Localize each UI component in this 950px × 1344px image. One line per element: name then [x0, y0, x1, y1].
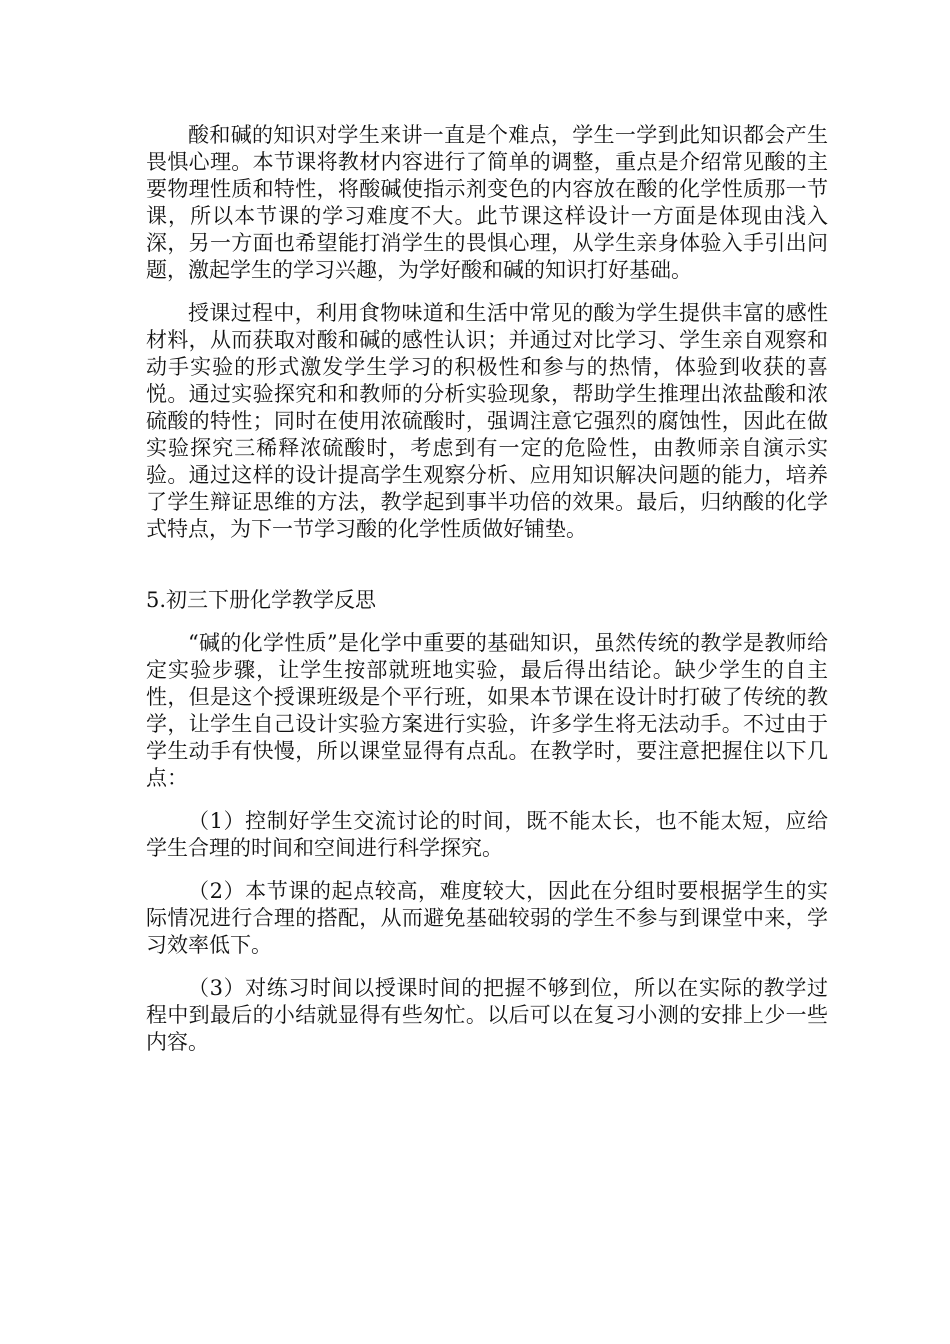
paragraph-teaching-process: 授课过程中，利用食物味道和生活中常见的酸为学生提供丰富的感性材料，从而获取对酸和碱的感性认识；并通过对比学习、学生亲自观察和动手实验的形式激发学生学习的积极性和参与的热情，体验到收获的喜悦。通过实验探究和和教师的分析实验现象，帮助学生推理出浓盐酸和浓硫酸的特性；同时在使用浓硫酸时，强调注意它强烈的腐蚀性，因此在做实验探究三稀释浓硫酸时，考虑到有一定的危险性，由教师亲自演示实验。通过这样的设计提高学生观察分析、应用知识解决问题的能力，培养了学生辩证思维的方法，教学起到事半功倍的效果。最后，归纳酸的化学式特点，为下一节学习酸的化学性质做好铺垫。	[146, 301, 828, 541]
list-item-point-3: （3）对练习时间以授课时间的把握不够到位，所以在实际的教学过程中到最后的小结就显得有些匆忙。以后可以在复习小测的安排上少一些内容。	[146, 976, 828, 1054]
list-item-point-1: （1）控制好学生交流讨论的时间，既不能太长，也不能太短，应给学生合理的时间和空间进行科学探究。	[146, 809, 828, 860]
document-body	[146, 122, 828, 1072]
section-heading: 5.初三下册化学教学反思	[146, 588, 377, 612]
list-item-point-2: （2）本节课的起点较高，难度较大，因此在分组时要根据学生的实际情况进行合理的搭配，从而避免基础较弱的学生不参与到课堂中来，学习效率低下。	[146, 879, 828, 957]
paragraph-acid-base-intro: 酸和碱的知识对学生来讲一直是个难点，学生一学到此知识都会产生畏惧心理。本节课将教材内容进行了简单的调整，重点是介绍常见酸的主要物理性质和特性，将酸碱使指示剂变色的内容放在酸的化学性质那一节课，所以本节课的学习难度不大。此节课这样设计一方面是体现由浅入深，另一方面也希望能打消学生的畏惧心理，从学生亲身体验入手引出问题，激起学生的学习兴趣，为学好酸和碱的知识打好基础。	[146, 123, 828, 282]
paragraph-base-chemistry: “碱的化学性质”是化学中重要的基础知识，虽然传统的教学是教师给定实验步骤，让学生按部就班地实验，最后得出结论。缺少学生的自主性，但是这个授课班级是个平行班，如果本节课在设计时打破了传统的教学，让学生自己设计实验方案进行实验，许多学生将无法动手。不过由于学生动手有快慢，所以课堂显得有点乱。在教学时，要注意把握住以下几点：	[146, 631, 828, 790]
